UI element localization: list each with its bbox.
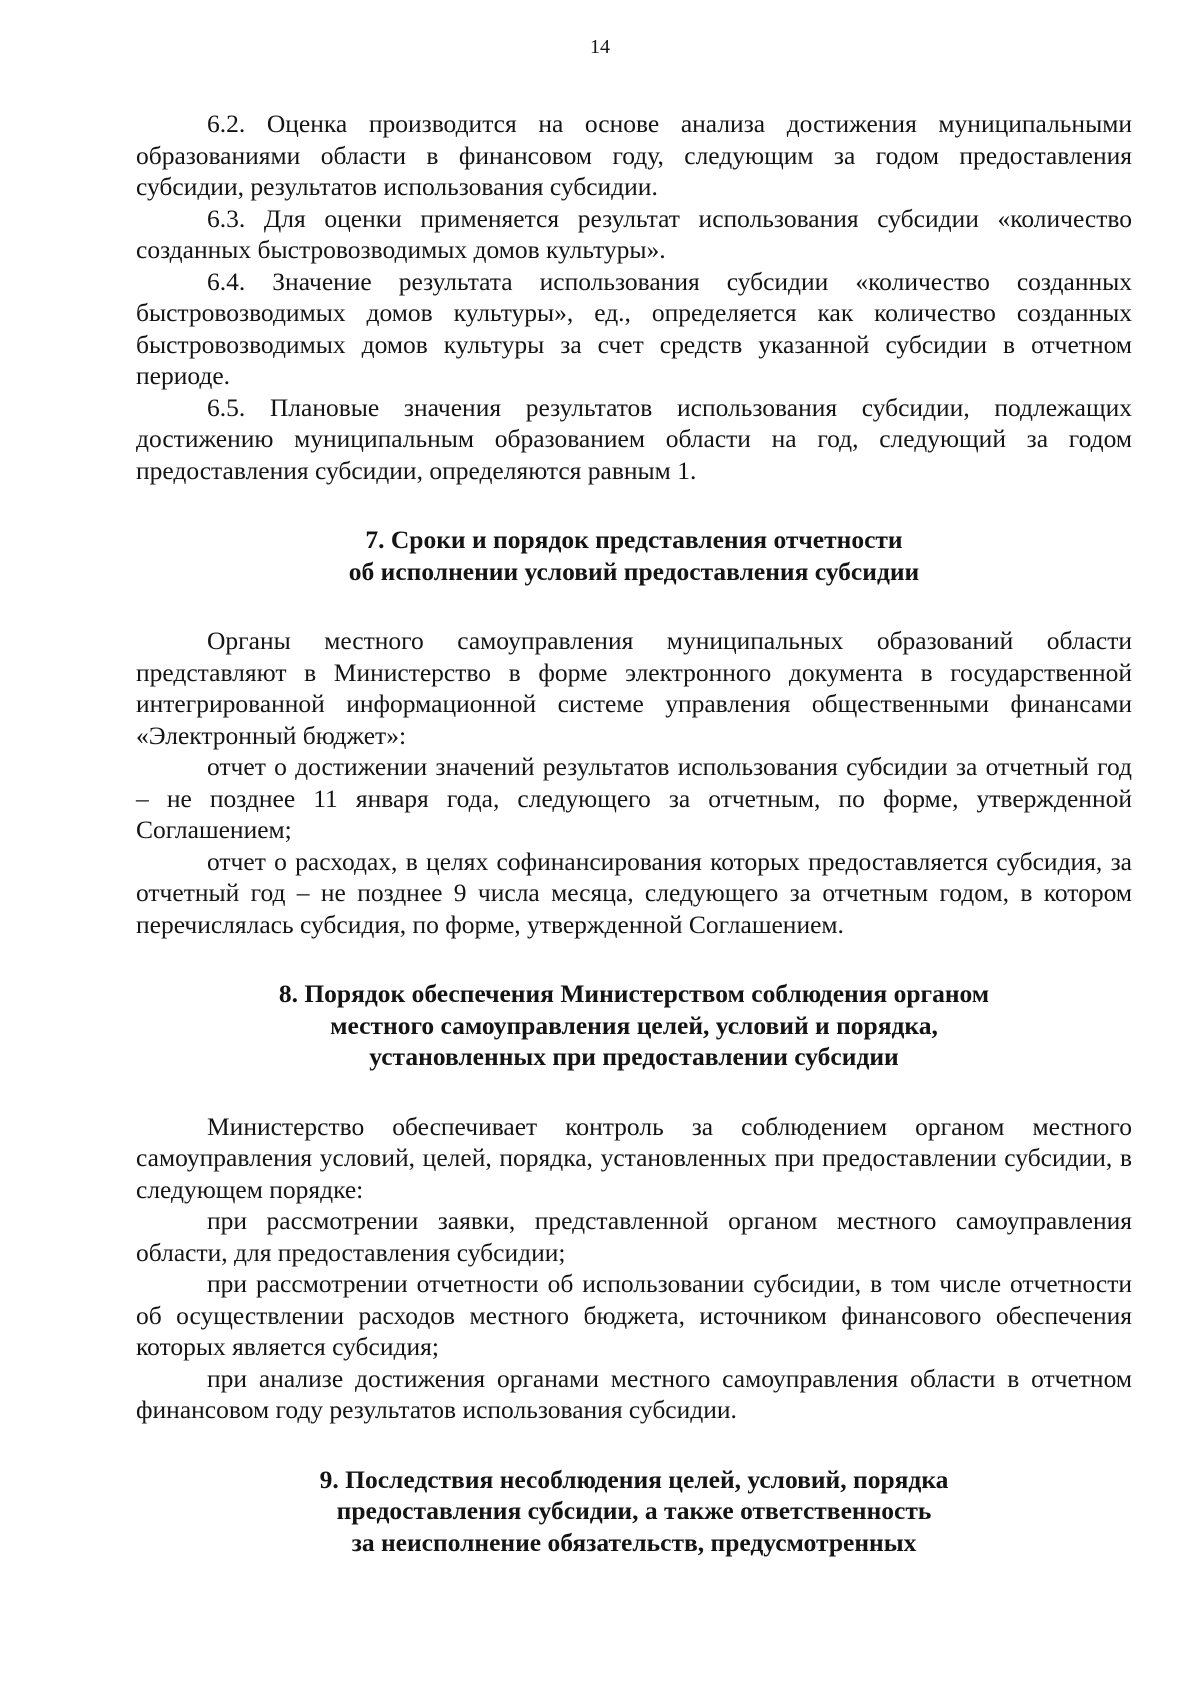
paragraph-6-4: 6.4. Значение результата использования субсидии «количество созданных быстровозводимых домов культуры», ед., определяется как количество созданных быстровозводимых домов культуры за счет средств указанной субсидии в отчетном периоде.	[136, 266, 1132, 390]
section-9-heading-line2: предоставления субсидии, а также ответственность	[336, 1496, 932, 1525]
section-9-heading-line3: за неисполнение обязательств, предусмотренных	[351, 1527, 917, 1557]
section-8	[136, 1111, 1132, 1426]
paragraph-8-2: при рассмотрении заявки, представленной органом местного самоуправления области, для предоставления субсидии;	[136, 1206, 1132, 1267]
paragraph-8-1: Министерство обеспечивает контроль за соблюдением органом местного самоуправления условий, целей, порядка, установленных при предоставлении субсидии, в следующем порядке:	[136, 1111, 1132, 1204]
paragraph-7-2: отчет о достижении значений результатов использования субсидии за отчетный год – не позднее 11 января года, следующего за отчетным, по форме, утвержденной Соглашением;	[136, 752, 1132, 844]
paragraph-6-3: 6.3. Для оценки применяется результат использования субсидии «количество созданных быстровозводимых домов культуры».	[136, 203, 1132, 264]
section-8-heading-line2: местного самоуправления целей, условий и порядка,	[330, 1010, 938, 1040]
section-8-heading-line1: 8. Порядок обеспечения Министерством соблюдения органом	[278, 979, 990, 1008]
section-7-heading	[136, 524, 1132, 587]
paragraph-8-3: при рассмотрении отчетности об использовании субсидии, в том числе отчетности об осуществлении расходов местного бюджета, источником финансового обеспечения которых является субсидия;	[136, 1269, 1132, 1361]
section-9-heading	[136, 1464, 1132, 1559]
section-7-heading-line1: 7. Сроки и порядок представления отчетности	[365, 525, 903, 554]
paragraph-8-4: при анализе достижения органами местного самоуправления области в отчетном финансовом году результатов использования субсидии.	[136, 1363, 1132, 1424]
document-body	[136, 108, 1132, 1558]
page-number: 14	[590, 36, 610, 58]
section-6	[136, 108, 1132, 486]
paragraph-6-2: 6.2. Оценка производится на основе анализа достижения муниципальными образованиями области в финансовом году, следующим за годом предоставления субсидии, результатов использования субсидии.	[136, 109, 1132, 201]
section-7	[136, 625, 1132, 940]
section-7-heading-line2: об исполнении условий предоставления субсидии	[348, 556, 920, 586]
paragraph-7-1: Органы местного самоуправления муниципальных образований области представляют в Министерство в форме электронного документа в государственной интегрированной информационной системе управления общественными финансами «Электронный бюджет»:	[136, 626, 1132, 750]
section-8-heading	[136, 978, 1132, 1073]
section-9-heading-line1: 9. Последствия несоблюдения целей, условий, порядка	[319, 1464, 949, 1494]
paragraph-7-3: отчет о расходах, в целях софинансирования которых предоставляется субсидия, за отчетный год – не позднее 9 числа месяца, следующего за отчетным годом, в котором перечислялась субсидия, по форме, утвержденной Соглашением.	[136, 846, 1132, 939]
paragraph-6-5: 6.5. Плановые значения результатов использования субсидии, подлежащих достижению муниципальным образованием области на год, следующий за годом предоставления субсидии, определяются равным 1.	[136, 392, 1132, 485]
section-8-heading-line3: установленных при предоставлении субсидии	[369, 1042, 899, 1071]
